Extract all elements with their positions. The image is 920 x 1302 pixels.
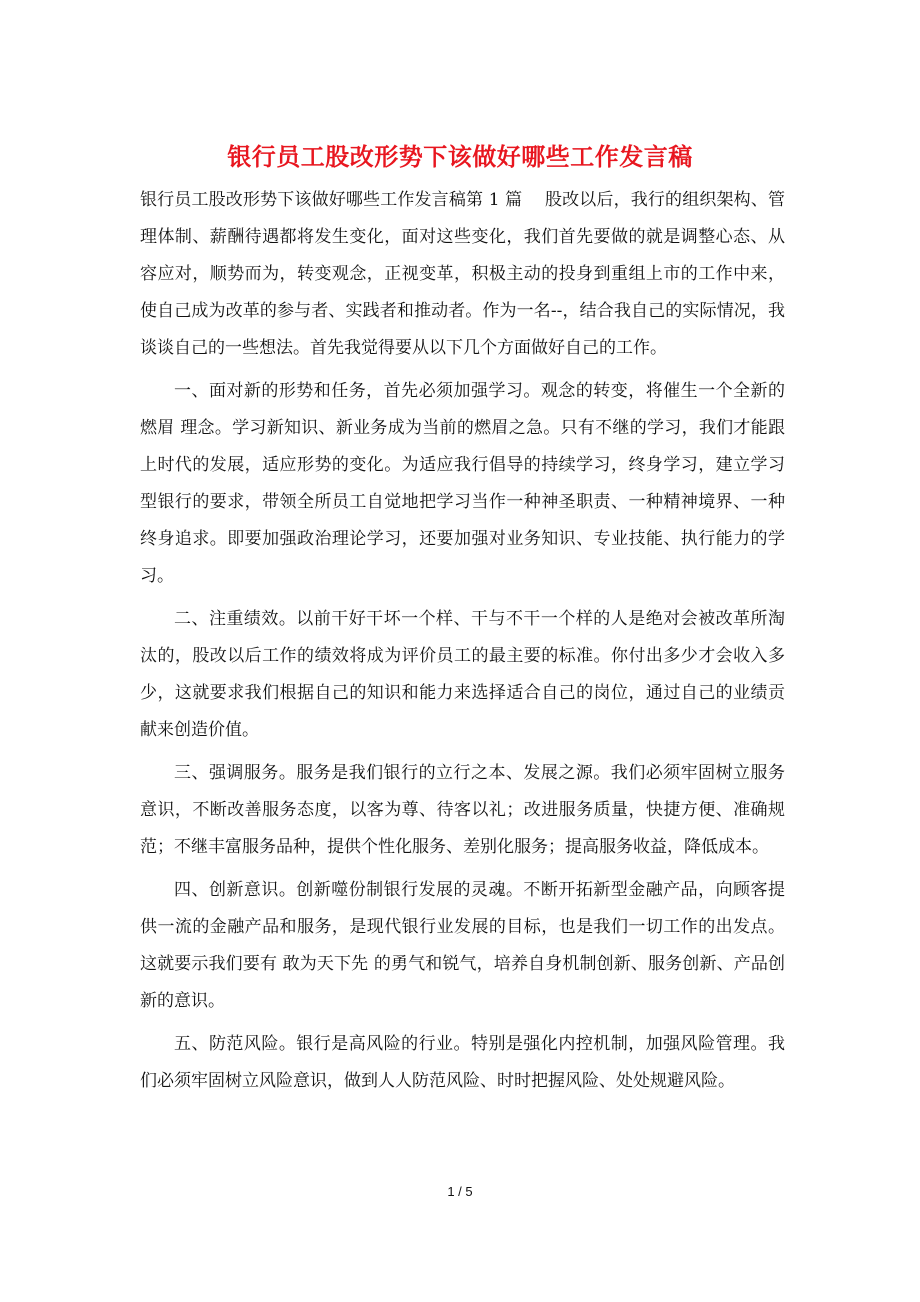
body-paragraph-intro: 银行员工股改形势下该做好哪些工作发言稿第 1 篇 股改以后，我行的组织架构、管理体制、薪酬待遇都将发生变化，面对这些变化，我们首先要做的就是调整心态、从容应对，顺势而为，转变观念，正视变革，积极主动的投身到重组上市的工作中来，使自己成为改革的参与者、实践者和推动者。作为一名--，结合我自己的实际情况，我谈谈自己的一些想法。首先我觉得要从以下几个方面做好自己的工作。 [140, 190, 785, 358]
body-paragraph-4: 四、创新意识。创新噬份制银行发展的灵魂。不断开拓新型金融产品，向顾客提供一流的金融产品和服务，是现代银行业发展的目标，也是我们一切工作的出发点。这就要示我们要有 敢为天下先 的勇气和锐气，培养自身机制创新、服务创新、产品创新的意识。 [140, 880, 785, 1011]
body-paragraph-1: 一、面对新的形势和任务，首先必须加强学习。观念的转变，将催生一个全新的 燃眉 理念。学习新知识、新业务成为当前的燃眉之急。只有不继的学习，我们才能跟上时代的发展，适应形势的变化。为适应我行倡导的持续学习，终身学习，建立学习型银行的要求，带领全所员工自觉地把学习当作一种神圣职责、一种精神境界、一种终身追求。即要加强政治理论学习，还要加强对业务知识、专业技能、执行能力的学习。 [140, 381, 785, 586]
document-body [140, 182, 785, 1106]
body-paragraph-3: 三、强调服务。服务是我们银行的立行之本、发展之源。我们必须牢固树立服务意识，不断改善服务态度，以客为尊、待客以礼；改进服务质量，快捷方便、准确规范；不继丰富服务品种，提供个性化服务、差别化服务；提高服务收益，降低成本。 [140, 763, 785, 857]
document-title: 银行员工股改形势下该做好哪些工作发言稿 [227, 142, 693, 171]
page-number: 1 / 5 [447, 1184, 473, 1199]
body-paragraph-2: 二、注重绩效。以前干好干坏一个样、干与不干一个样的人是绝对会被改革所淘汰的，股改以后工作的绩效将成为评价员工的最主要的标准。你付出多少才会收入多少，这就要求我们根据自己的知识和能力来选择适合自己的岗位，通过自己的业绩贡献来创造价值。 [140, 609, 785, 740]
body-paragraph-5: 五、防范风险。银行是高风险的行业。特别是强化内控机制，加强风险管理。我们必须牢固树立风险意识，做到人人防范风险、时时把握风险、处处规避风险。 [140, 1034, 785, 1091]
